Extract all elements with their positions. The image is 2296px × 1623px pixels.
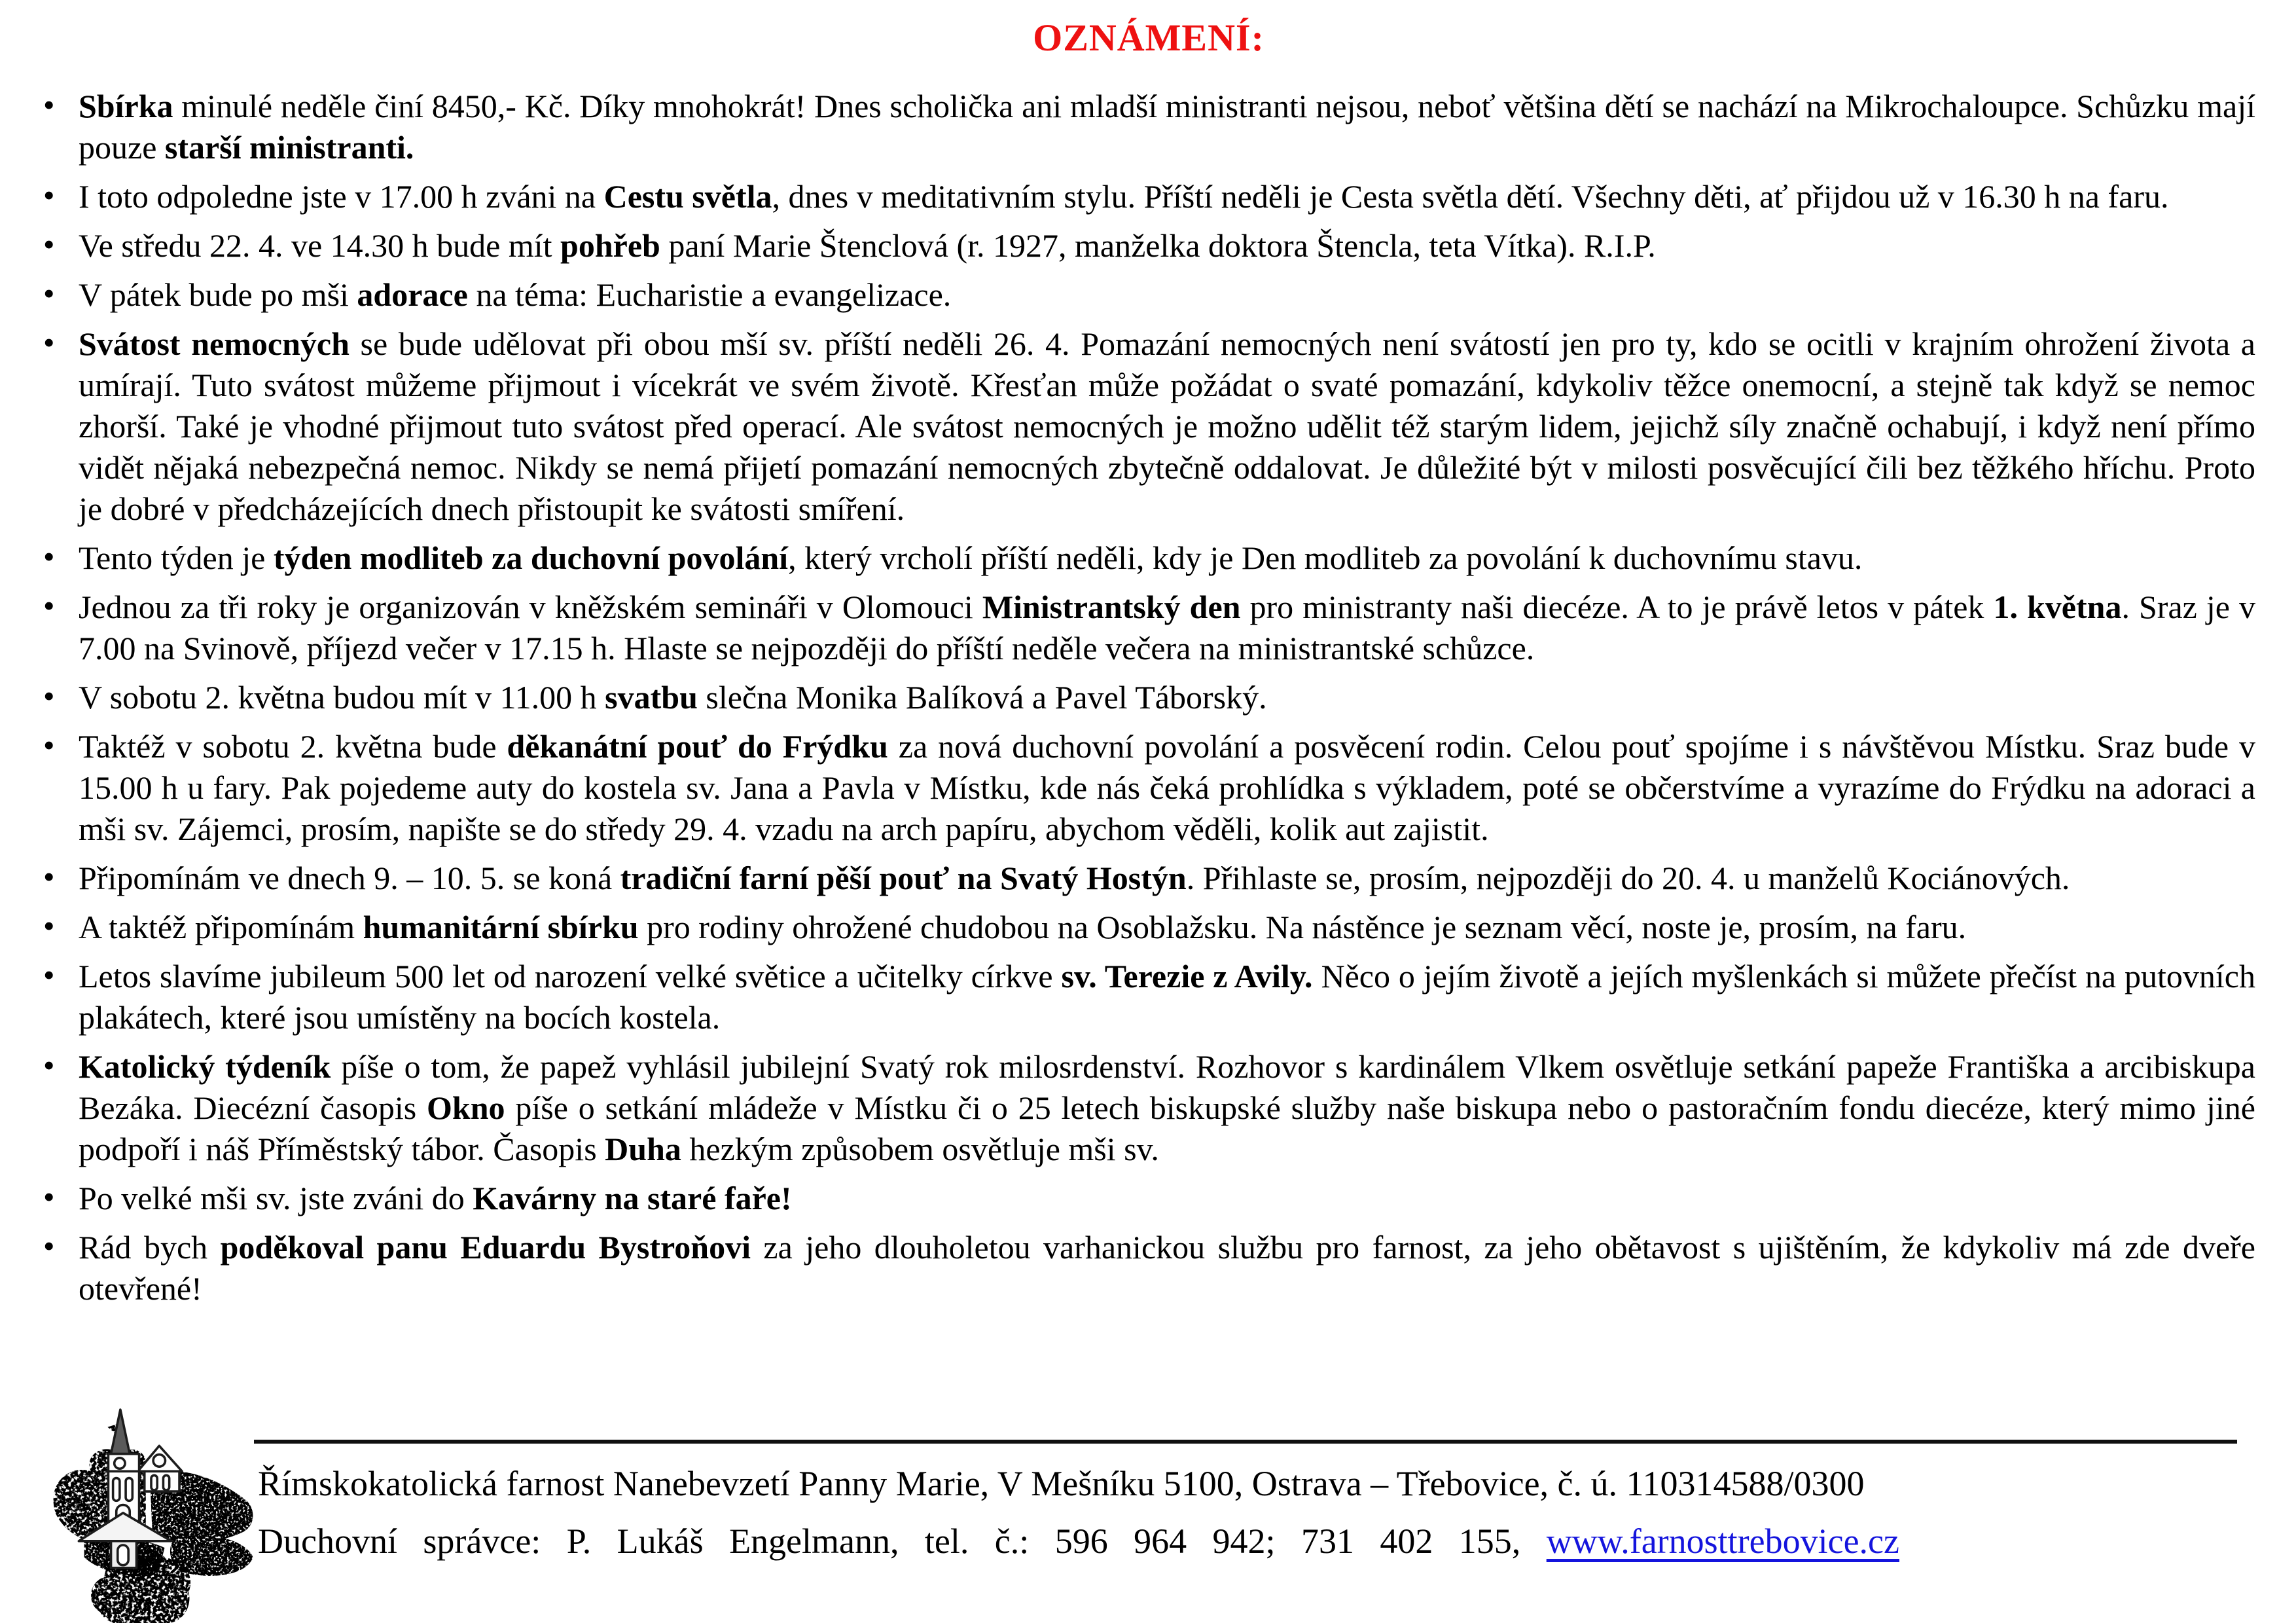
announcement-item: • Taktéž v sobotu 2. května bude děkanátní pouť do Frýdku za nová duchovní povolání a posvěcení rodin. Celou pouť spojíme i s návštěvou Místku. Sraz bude v 15.00 h u fary. Pak pojedeme auty do kostela sv. Jana a Pavla v Místku, kde nás čeká prohlídka s výkladem, poté se občerstvíme a vyrazíme do Frýdku na adoraci a mši sv. Zájemci, prosím, napište se do středy 29. 4. vzadu na arch papíru, abychom věděli, kolik aut zajistit. [42,726,2255,850]
announcement-item: • Připomínám ve dnech 9. – 10. 5. se koná tradiční farní pěší pouť na Svatý Hostýn. Přihlaste se, prosím, nejpozději do 20. 4. u manželů Kociánových. [42,858,2255,899]
parish-address-line: Římskokatolická farnost Nanebevzetí Panny Marie, V Mešníku 5100, Ostrava – Třebovice, č. ú. 110314588/0300 [258,1464,1865,1503]
announcement-list [42,86,2255,1309]
bullet-icon: • [43,324,55,361]
bullet-icon: • [43,1228,55,1264]
announcement-item: • Katolický týdeník píše o tom, že papež vyhlásil jubilejní Svatý rok milosrdenství. Rozhovor s kardinálem Vlkem osvětluje setkání papeže Františka a arcibiskupa Bezáka. Diecézní časopis Okno píše o setkání mládeže v Místku či o 25 letech biskupské služby naše biskupa nebo o pastoračním fondu diecéze, který mimo jiné podpoří i náš Příměstský tábor. Časopis Duha hezkým způsobem osvětluje mši sv. [42,1046,2255,1170]
bullet-icon: • [43,907,55,944]
bullet-icon: • [43,858,55,895]
announcement-item: • Po velké mši sv. jste zváni do Kavárny na staré faře! [42,1178,2255,1219]
pastor-contact-line [258,1521,2250,1561]
pastor-contact-text: Duchovní správce: P. Lukáš Engelmann, tel. č.: 596 964 942; 731 402 155, [258,1522,1547,1561]
announcement-item: • Ve středu 22. 4. ve 14.30 h bude mít pohřeb paní Marie Štenclová (r. 1927, manželka doktora Štencla, teta Vítka). R.I.P. [42,225,2255,266]
footer [0,1400,2296,1623]
page-title: OZNÁMENÍ: [1033,16,1265,59]
footer-divider [254,1440,2237,1444]
announcement-item: • V sobotu 2. května budou mít v 11.00 h svatbu slečna Monika Balíková a Pavel Táborský. [42,677,2255,718]
bullet-icon: • [43,86,55,123]
church-illustration [43,1407,259,1623]
announcement-item: • A taktéž připomínám humanitární sbírku pro rodiny ohrožené chudobou na Osoblažsku. Na nástěnce je seznam věcí, noste je, prosím, na faru. [42,907,2255,948]
bullet-icon: • [43,177,55,213]
bullet-icon: • [43,587,55,624]
announcement-item: • Rád bych poděkoval panu Eduardu Bystroňovi za jeho dlouholetou varhanickou službu pro farnost, za jeho obětavost s ujištěním, že kdykoliv má zde dveře otevřené! [42,1227,2255,1309]
bullet-icon: • [43,275,55,312]
footer-text [258,1463,2250,1561]
bullet-icon: • [43,1178,55,1215]
bullet-icon: • [43,226,55,263]
announcement-item: • Letos slavíme jubileum 500 let od narození velké světice a učitelky církve sv. Terezie z Avily. Něco o jejím životě a jejích myšlenkách si můžete přečíst na putovních plakátech, které jsou umístěny na bocích kostela. [42,956,2255,1038]
announcement-item: • Sbírka minulé neděle činí 8450,- Kč. Díky mnohokrát! Dnes scholička ani mladší ministranti nejsou, neboť většina dětí se nachází na Mikrochaloupce. Schůzku mají pouze starší ministranti. [42,86,2255,168]
bullet-icon: • [43,957,55,993]
bullet-icon: • [43,538,55,575]
announcement-item: • I toto odpoledne jste v 17.00 h zváni na Cestu světla, dnes v meditativním stylu. Příští neděli je Cesta světla dětí. Všechny děti, ať přijdou už v 16.30 h na faru. [42,176,2255,217]
announcement-item: • Jednou za tři roky je organizován v kněžském semináři v Olomouci Ministrantský den pro ministranty naši diecéze. A to je právě letos v pátek 1. května. Sraz je v 7.00 na Svinově, příjezd večer v 17.15 h. Hlaste se nejpozději do příští neděle večera na ministrantské schůzce. [42,587,2255,669]
bullet-icon: • [43,727,55,763]
bullet-icon: • [43,1047,55,1084]
bullet-icon: • [43,678,55,714]
announcement-item: • Tento týden je týden modliteb za duchovní povolání, který vrcholí příští neděli, kdy je Den modliteb za povolání k duchovnímu stavu. [42,538,2255,579]
website-link[interactable]: www.farnosttrebovice.cz [1546,1522,1899,1561]
announcement-item: • Svátost nemocných se bude udělovat při obou mší sv. příští neděli 26. 4. Pomazání nemocných není svátostí jen pro ty, kdo se ocitli v krajním ohrožení života a umírají. Tuto svátost můžeme přijmout i vícekrát ve svém životě. Křesťan může požádat o svaté pomazání, kdykoliv těžce onemocní, a stejně tak když se nemoc zhorší. Také je vhodné přijmout tuto svátost před operací. Ale svátost nemocných je možno udělit též starým lidem, jejichž síly značně ochabují, i když není přímo vidět nějaká nebezpečná nemoc. Nikdy se nemá přijetí pomazání nemocných zbytečně oddalovat. Je důležité být v milosti posvěcující čili bez těžkého hříchu. Proto je dobré v předcházejících dnech přistoupit ke svátosti smíření. [42,323,2255,530]
announcement-item: • V pátek bude po mši adorace na téma: Eucharistie a evangelizace. [42,274,2255,316]
